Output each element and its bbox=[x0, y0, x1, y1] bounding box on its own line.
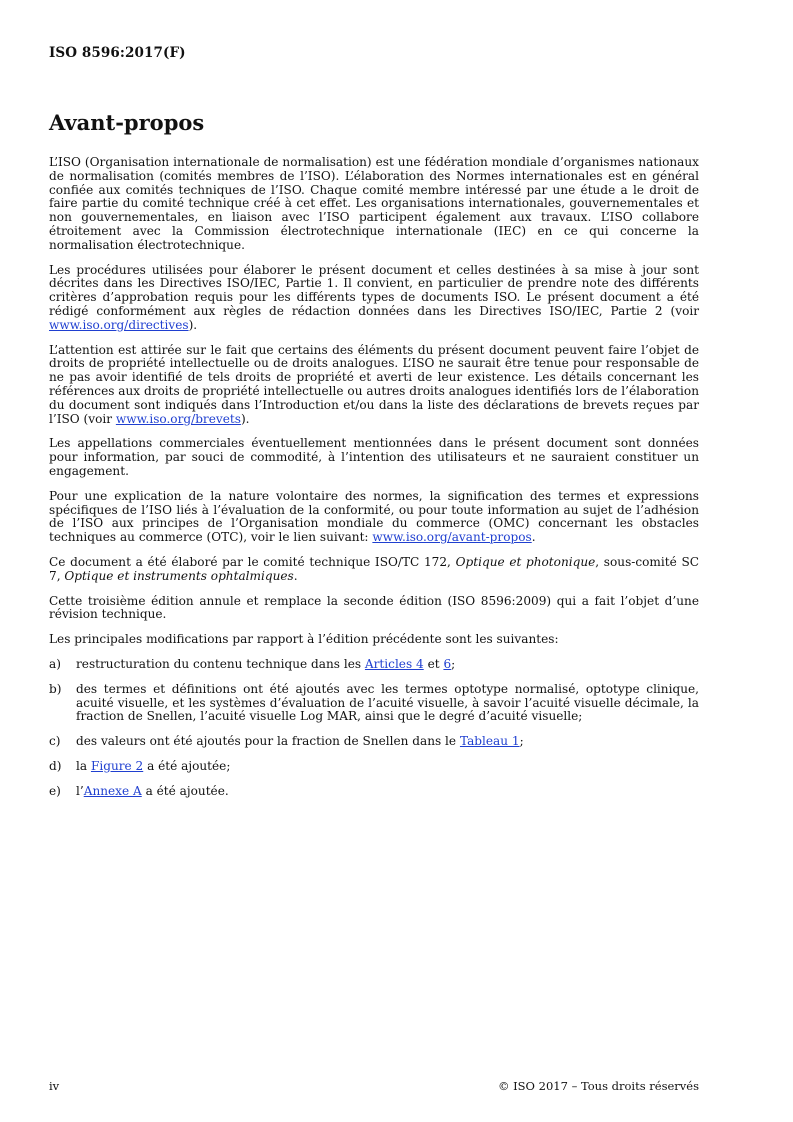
list-marker: c) bbox=[49, 734, 61, 749]
list-text-mid: et bbox=[423, 656, 444, 671]
paragraph-changes-intro: Les principales modifications par rapport à l’édition précédente sont les suivantes: bbox=[49, 632, 559, 647]
link-article-6[interactable]: 6 bbox=[443, 656, 452, 671]
paragraph-edition: Cette troisième édition annule et remplace la seconde édition (ISO 8596:2009) qui a fait l’objet d’une révision technique. bbox=[49, 593, 699, 622]
paragraph-committee bbox=[49, 556, 699, 584]
list-item bbox=[49, 658, 699, 672]
paragraph-text-end: ). bbox=[188, 317, 198, 332]
paragraph-text: Ce document a été élaboré par le comité technique ISO/TC 172, bbox=[49, 554, 456, 569]
changes-list bbox=[49, 658, 699, 799]
list-marker: a) bbox=[49, 656, 61, 671]
paragraph-text: L’attention est attirée sur le fait que certains des éléments du présent document peuvent faire l’objet de droits de propriété intellectuelle ou de droits analogues. L’ISO ne saurait être tenue pour responsable de ne pas avoir identifié de tels droits de propriété et averti de leur existence. Les détails concernant les références aux droits de propriété intellectuelle ou autres droits analogues identifiés lors de l’élaboration du document sont indiqués dans l’Introduction et/ou dans la liste des déclarations de brevets reçues par l’ISO (voir bbox=[49, 342, 699, 426]
list-item-text bbox=[76, 658, 699, 672]
list-text-end: a été ajoutée; bbox=[143, 758, 231, 773]
list-text: des valeurs ont été ajoutés pour la fraction de Snellen dans le bbox=[76, 734, 460, 749]
list-item-text bbox=[76, 735, 699, 749]
paragraph-voluntary-nature bbox=[49, 490, 699, 545]
list-item bbox=[49, 785, 699, 799]
list-item bbox=[49, 683, 699, 724]
list-text: l’ bbox=[76, 783, 84, 798]
paragraph-patents bbox=[49, 344, 699, 427]
link-tableau-1[interactable]: Tableau 1 bbox=[459, 734, 520, 749]
list-text-end: a été ajoutée. bbox=[141, 783, 229, 798]
list-text-end: ; bbox=[451, 656, 456, 671]
paragraph-procedures bbox=[49, 264, 699, 333]
paragraph-text-end: . bbox=[531, 530, 536, 545]
paragraph-text-end: . bbox=[293, 568, 298, 583]
list-item bbox=[49, 735, 699, 749]
link-iso-brevets[interactable]: www.iso.org/brevets bbox=[115, 411, 241, 426]
committee-name: Optique et photonique bbox=[455, 554, 596, 569]
link-figure-2[interactable]: Figure 2 bbox=[90, 758, 144, 773]
link-iso-directives[interactable]: www.iso.org/directives bbox=[49, 317, 189, 332]
list-item-text: des termes et définitions ont été ajoutés avec les termes optotype normalisé, optotype clinique, acuité visuelle, et les systèmes d’évaluation de l’acuité visuelle, à savoir l’acuité visuelle décimale, la fraction de Snellen, l’acuité visuelle Log MAR, ainsi que le degré d’acuité visuelle; bbox=[76, 681, 699, 724]
link-articles-4[interactable]: Articles 4 bbox=[364, 656, 424, 671]
list-marker: d) bbox=[49, 758, 62, 773]
document-id: ISO 8596:2017(F) bbox=[49, 45, 186, 61]
list-marker: e) bbox=[49, 783, 61, 798]
list-text: restructuration du contenu technique dans les bbox=[76, 656, 365, 671]
list-text: la bbox=[76, 758, 91, 773]
subcommittee-name: Optique et instruments ophtalmiques bbox=[64, 568, 294, 583]
list-text-end: ; bbox=[519, 734, 524, 749]
list-marker: b) bbox=[49, 681, 62, 696]
page-title: Avant-propos bbox=[49, 110, 205, 135]
list-item-text bbox=[76, 785, 699, 799]
copyright-notice: © ISO 2017 – Tous droits réservés bbox=[497, 1079, 699, 1093]
paragraph-text-mid: , sous-comité SC 7, bbox=[49, 554, 699, 583]
link-annexe-a[interactable]: Annexe A bbox=[83, 783, 142, 798]
page-number: iv bbox=[49, 1079, 60, 1093]
paragraph-text-end: ). bbox=[240, 411, 250, 426]
paragraph-text: Les procédures utilisées pour élaborer le présent document et celles destinées à sa mise à jour sont décrites dans les Directives ISO/IEC, Partie 1. Il convient, en particulier de prendre note des différents critères d’approbation requis pour les différents types de documents ISO. Le présent document a été rédigé conformément aux règles de rédaction données dans les Directives ISO/IEC, Partie 2 (voir bbox=[49, 262, 699, 318]
paragraph-trade-names: Les appellations commerciales éventuellement mentionnées dans le présent document sont données pour information, par souci de commodité, à l’intention des utilisateurs et ne sauraient constituer un engagement. bbox=[49, 436, 699, 478]
paragraph-text: Pour une explication de la nature volontaire des normes, la signification des termes et expressions spécifiques de l’ISO liés à l’évaluation de la conformité, ou pour toute information au sujet de l’adhésion de l’ISO aux principes de l’Organisation mondiale du commerce (OMC) concernant les obstacles techniques au commerce (OTC), voir le lien suivant: bbox=[49, 488, 699, 545]
link-iso-avant-propos[interactable]: www.iso.org/avant-propos bbox=[372, 530, 532, 545]
paragraph-iso-intro: L’ISO (Organisation internationale de normalisation) est une fédération mondiale d’organismes nationaux de normalisation (comités membres de l’ISO). L’élaboration des Normes internationales est en général confiée aux comités techniques de l’ISO. Chaque comité membre intéressé par une étude a le droit de faire partie du comité technique créé à cet effet. Les organisations internationales, gouvernementales et non gouvernementales, en liaison avec l’ISO participent également aux travaux. L’ISO collabore étroitement avec la Commission électrotechnique internationale (IEC) en ce qui concerne la normalisation électrotechnique. bbox=[49, 155, 699, 252]
list-item bbox=[49, 760, 699, 774]
list-item-text bbox=[76, 760, 699, 774]
foreword-body bbox=[49, 156, 699, 809]
